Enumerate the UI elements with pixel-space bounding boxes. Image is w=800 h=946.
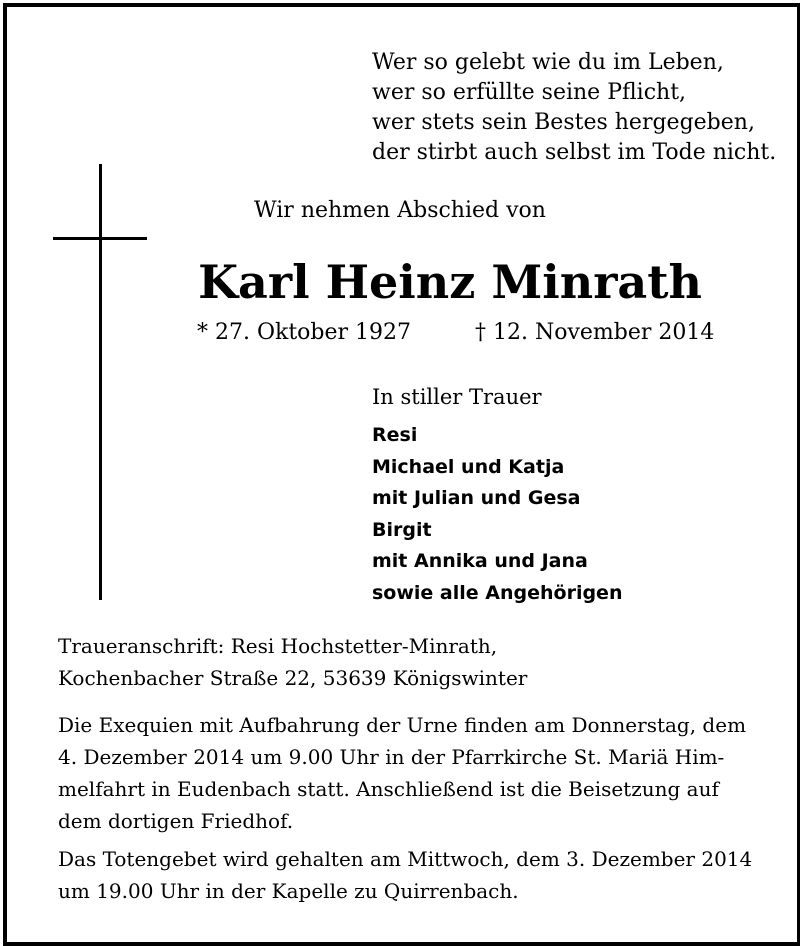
death-date: † 12. November 2014 (475, 320, 715, 345)
deceased-name: Karl Heinz Minrath (198, 255, 702, 309)
family-member: Michael und Katja (372, 455, 565, 478)
intro-line: Wir nehmen Abschied von (254, 198, 546, 223)
service-line: dem dortigen Friedhof. (58, 809, 294, 833)
service-line: melfahrt in Eudenbach statt. Anschließend ist die Beisetzung auf (58, 777, 719, 801)
family-list (372, 420, 622, 609)
address-line: Traueranschrift: Resi Hochstetter-Minrath, (58, 634, 498, 658)
family-member: Birgit (372, 518, 432, 541)
prayer-line: Das Totengebet wird gehalten am Mittwoch, dem 3. Dezember 2014 (58, 847, 753, 871)
cross-icon (99, 164, 102, 600)
family-member: Resi (372, 424, 418, 446)
service-line: 4. Dezember 2014 um 9.00 Uhr in der Pfarrkirche St. Mariä Him- (58, 745, 725, 769)
mourning-address (58, 630, 527, 694)
family-member: mit Julian und Gesa (372, 487, 581, 509)
address-line: Kochenbacher Straße 22, 53639 Königswinter (58, 666, 528, 690)
birth-date: * 27. Oktober 1927 (197, 320, 412, 345)
prayer-paragraph (58, 843, 753, 907)
mourning-line: In stiller Trauer (372, 385, 542, 409)
poem-line: Wer so gelebt wie du im Leben, (372, 50, 724, 75)
poem-line: wer so erfüllte seine Pflicht, (372, 80, 687, 105)
family-member: mit Annika und Jana (372, 550, 588, 572)
service-line: Die Exequien mit Aufbahrung der Urne finden am Donnerstag, dem (58, 713, 747, 737)
poem-line: der stirbt auch selbst im Tode nicht. (372, 140, 777, 165)
poem-line: wer stets sein Bestes hergegeben, (372, 110, 755, 135)
cross-icon-bar (53, 237, 147, 240)
poem (372, 48, 776, 168)
family-member: sowie alle Angehörigen (372, 581, 623, 604)
service-paragraph (58, 709, 747, 837)
prayer-line: um 19.00 Uhr in der Kapelle zu Quirrenbach. (58, 879, 519, 903)
